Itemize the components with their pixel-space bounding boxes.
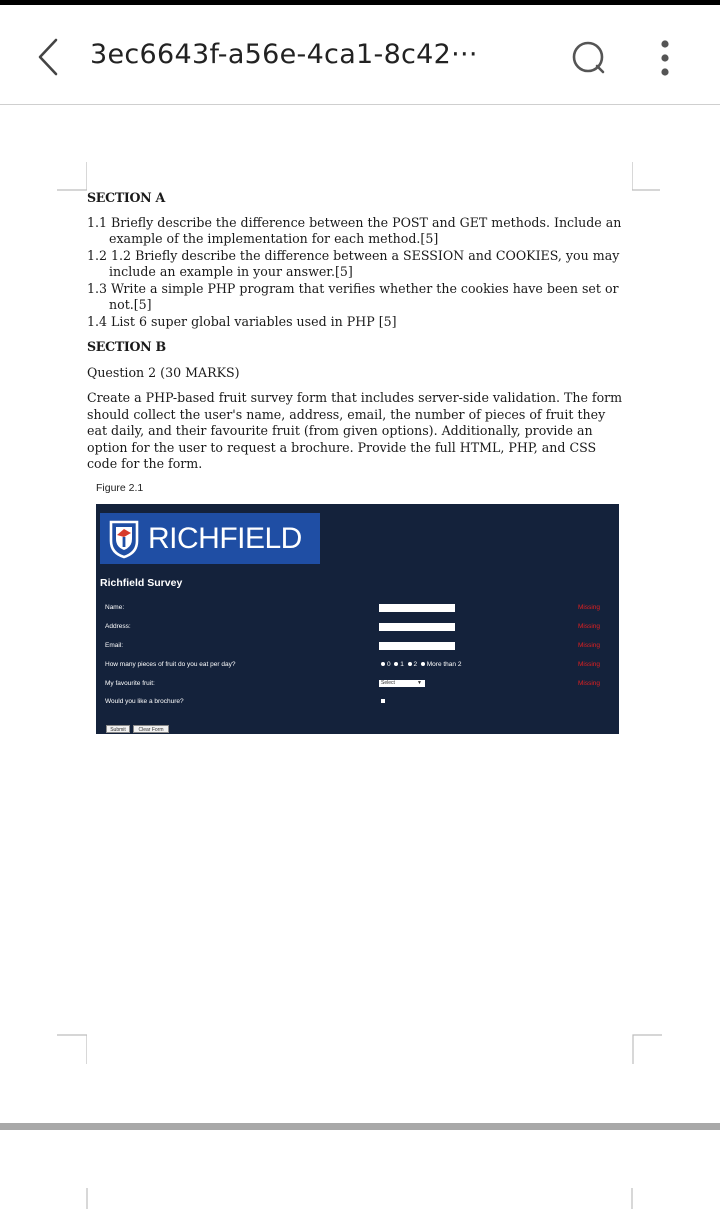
select-value: Select [381, 680, 395, 686]
logo-text: RICHFIELD [148, 522, 302, 555]
email-input [379, 642, 455, 650]
document-content [87, 190, 627, 473]
field-label-name: Name: [105, 604, 125, 611]
document-title: 3ec6643f-a56e-4ca1-8c42··· [90, 39, 478, 70]
richfield-logo [100, 513, 320, 564]
crop-mark-top-left [57, 162, 87, 192]
search-icon[interactable] [570, 39, 608, 77]
field-label-fruit-count: How many pieces of fruit do you eat per day? [105, 661, 236, 668]
question-item: 1.4 List 6 super global variables used in PHP [5] [87, 313, 397, 329]
next-page [0, 1130, 720, 1209]
crop-mark-next-left [86, 1188, 90, 1209]
survey-title: Richfield Survey [100, 577, 183, 589]
question-item: 1.1 Briefly describe the difference between the POST and GET methods. Include an example of the implementation for each method.[5] [87, 214, 622, 246]
radio-button [381, 662, 385, 666]
question-heading: Question 2 (30 MARKS) [87, 364, 240, 380]
figure-survey-form [96, 504, 619, 734]
section-b-heading: SECTION B [87, 339, 166, 354]
radio-button [421, 662, 425, 666]
section-a-heading: SECTION A [87, 190, 165, 205]
radio-label: 1 [400, 661, 404, 668]
field-label-favourite-fruit: My favourite fruit: [105, 680, 155, 687]
fruit-count-radios [381, 661, 461, 668]
more-vertical-icon[interactable] [650, 38, 680, 82]
radio-label: More than 2 [426, 661, 462, 668]
field-label-address: Address: [105, 623, 131, 630]
field-label-email: Email: [105, 642, 124, 649]
missing-label: Missing [578, 604, 601, 611]
fruit-select [379, 680, 425, 687]
chevron-down-icon: ▼ [417, 680, 422, 686]
field-label-brochure: Would you like a brochure? [105, 698, 184, 705]
name-input [379, 604, 455, 612]
brochure-checkbox [381, 699, 385, 703]
crop-mark-next-right [631, 1188, 635, 1209]
radio-button [394, 662, 398, 666]
radio-label: 0 [387, 661, 391, 668]
question-item: 1.2 1.2 Briefly describe the difference between a SESSION and COOKIES, you may include an example in your answer.[5] [87, 247, 620, 279]
missing-label: Missing [578, 642, 601, 649]
clear-form-button: Clear Form [133, 725, 169, 733]
missing-label: Missing [578, 623, 601, 630]
crop-mark-bottom-right [632, 1034, 662, 1064]
missing-label: Missing [578, 661, 601, 668]
crop-mark-top-right [632, 162, 662, 192]
shield-icon [108, 519, 140, 559]
missing-label: Missing [578, 680, 601, 687]
figure-label: Figure 2.1 [96, 482, 144, 494]
app-bar [0, 5, 720, 105]
radio-button [408, 662, 412, 666]
question-paragraph: Create a PHP-based fruit survey form that includes server-side validation. The form should collect the user's name, address, email, the number of pieces of fruit they eat daily, and their favourite fruit (from given options). Additionally, provide an option for the user to request a brochure. Provide the full HTML, PHP, and CSS code for the form. [87, 390, 623, 471]
address-input [379, 623, 455, 631]
crop-mark-bottom-left [57, 1034, 87, 1064]
question-item: 1.3 Write a simple PHP program that verifies whether the cookies have been set or not.[5] [87, 280, 619, 312]
submit-button: Submit [106, 725, 130, 733]
page-separator [0, 1123, 720, 1130]
radio-label: 2 [413, 661, 418, 668]
chevron-left-icon[interactable] [34, 37, 64, 77]
